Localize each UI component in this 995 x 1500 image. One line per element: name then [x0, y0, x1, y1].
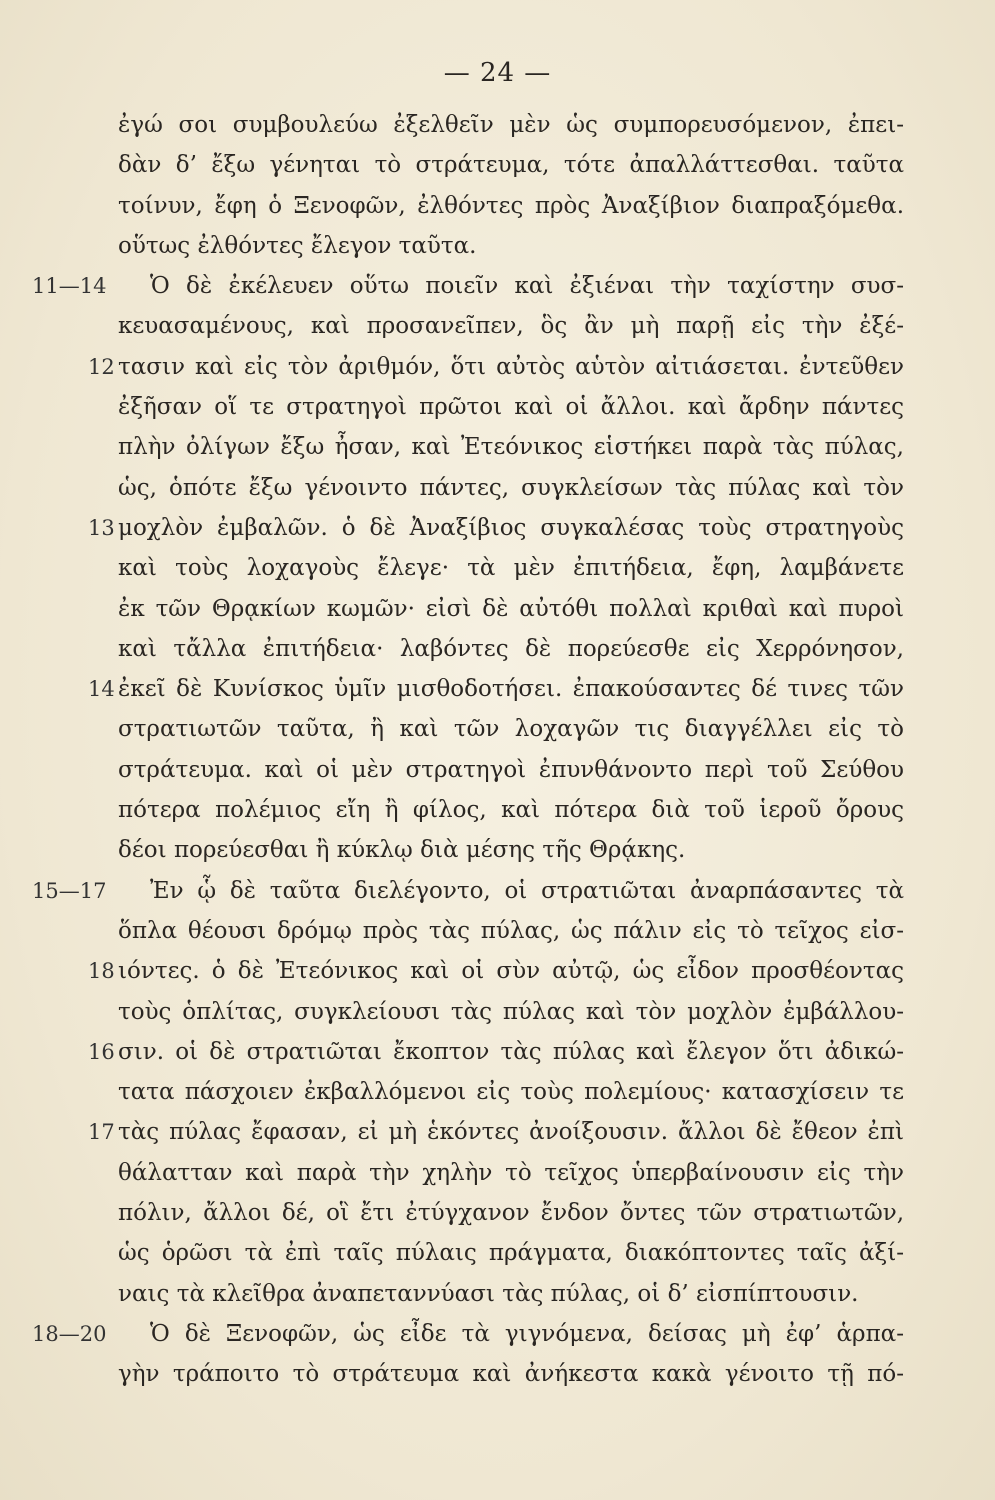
text-line — [118, 790, 904, 830]
line-text: ἐκ τῶν Θρᾳκίων κωμῶν· εἰσὶ δὲ αὐτόθι πολλαὶ κριθαὶ καὶ πυροὶ — [118, 595, 904, 622]
line-text: ἐξῆσαν οἵ τε στρατηγοὶ πρῶτοι καὶ οἱ ἄλλοι. καὶ ἄρδην πάντες — [118, 394, 904, 421]
line-text: καὶ τἄλλα ἐπιτήδεια· λαβόντες δὲ πορεύεσθε εἰς Χερρόνησον, — [118, 635, 904, 662]
line-text: ὡς, ὁπότε ἔξω γένοιντο πάντες, συγκλείσων τὰς πύλας καὶ τὸν — [118, 474, 904, 501]
line-text: ὡς ὁρῶσι τὰ ἐπὶ ταῖς πύλαις πράγματα, διακόπτοντες ταῖς ἀξί- — [118, 1240, 904, 1267]
line-text: Ἐν ᾧ δὲ ταῦτα διελέγοντο, οἱ στρατιῶται ἀναρπάσαντες τὰ — [150, 877, 904, 904]
text-line — [118, 750, 904, 790]
line-text: Ὁ δὲ Ξενοφῶν, ὡς εἶδε τὰ γιγνόμενα, δείσας μὴ ἐφ’ ἁρπα- — [150, 1320, 904, 1347]
text-line — [118, 1354, 904, 1394]
line-text: τασιν καὶ εἰς τὸν ἀριθμόν, ὅτι αὐτὸς αὑτὸν αἰτιάσεται. ἐντεῦθεν — [118, 353, 904, 380]
line-text: κευασαμένους, καὶ προσανεῖπεν, ὃς ἂν μὴ παρῇ εἰς τὴν ἐξέ- — [118, 313, 904, 340]
text-line — [118, 548, 904, 588]
text-line — [118, 306, 904, 346]
text-line — [118, 226, 904, 266]
line-text: ὅπλα θέουσι δρόμῳ πρὸς τὰς πύλας, ὡς πάλιν εἰς τὸ τεῖχος εἰσ- — [118, 917, 904, 944]
section-number: 15—17 — [32, 878, 107, 903]
text-line — [118, 145, 904, 185]
paragraph-number: 12 — [88, 354, 115, 379]
page-number: — 24 — — [443, 58, 552, 88]
line-text: μοχλὸν ἐμβαλῶν. ὁ δὲ Ἀναξίβιος συγκαλέσας τοὺς στρατηγοὺς — [118, 514, 904, 541]
text-line — [118, 1072, 904, 1112]
text-line — [88, 347, 904, 387]
line-text: γὴν τράποιτο τὸ στράτευμα καὶ ἀνήκεστα κακὰ γένοιτο τῇ πό- — [118, 1361, 904, 1388]
text-line — [118, 1193, 904, 1233]
paragraph-number: 13 — [88, 515, 115, 540]
line-text: δὰν δ’ ἔξω γένηται τὸ στράτευμα, τότε ἀπαλλάττεσθαι. ταῦτα — [118, 152, 904, 179]
paragraph-number: 17 — [88, 1120, 115, 1145]
line-text: Ὁ δὲ ἐκέλευεν οὕτω ποιεῖν καὶ ἐξιέναι τὴν ταχίστην συσ- — [150, 273, 904, 300]
line-text: τοὺς ὁπλίτας, συγκλείουσι τὰς πύλας καὶ τὸν μοχλὸν ἐμβάλλου- — [118, 998, 904, 1025]
text-line — [32, 1314, 904, 1354]
line-text: ἐκεῖ δὲ Κυνίσκος ὑμῖν μισθοδοτήσει. ἐπακούσαντες δέ τινες τῶν — [118, 676, 904, 703]
paragraph-number: 16 — [88, 1039, 115, 1064]
text-line — [118, 427, 904, 467]
text-line — [118, 186, 904, 226]
text-line — [32, 871, 904, 911]
section-number: 18—20 — [32, 1321, 107, 1346]
text-line — [118, 387, 904, 427]
text-line — [88, 1112, 904, 1152]
text-line — [118, 1274, 904, 1314]
text-line — [88, 951, 904, 991]
line-text: δέοι πορεύεσθαι ἢ κύκλῳ διὰ μέσης τῆς Θρᾴκης. — [118, 837, 686, 864]
paragraph-number: 14 — [88, 677, 115, 702]
text-line — [88, 1032, 904, 1072]
text-line — [118, 105, 904, 145]
line-text: πλὴν ὀλίγων ἔξω ἦσαν, καὶ Ἐτεόνικος εἱστήκει παρὰ τὰς πύλας, — [118, 434, 904, 461]
text-line — [32, 266, 904, 306]
line-text: ἐγώ σοι συμβουλεύω ἐξελθεῖν μὲν ὡς συμπορευσόμενον, ἐπει- — [118, 112, 904, 138]
line-text: στράτευμα. καὶ οἱ μὲν στρατηγοὶ ἐπυνθάνοντο περὶ τοῦ Σεύθου — [118, 756, 904, 783]
text-line — [88, 508, 904, 548]
text-line — [118, 992, 904, 1032]
line-text: σιν. οἱ δὲ στρατιῶται ἔκοπτον τὰς πύλας καὶ ἔλεγον ὅτι ἀδικώ- — [118, 1038, 904, 1065]
text-line — [118, 911, 904, 951]
line-text: οὕτως ἐλθόντες ἔλεγον ταῦτα. — [118, 232, 477, 259]
line-text: στρατιωτῶν ταῦτα, ἢ καὶ τῶν λοχαγῶν τις διαγγέλλει εἰς τὸ — [118, 716, 904, 743]
text-line — [118, 629, 904, 669]
text-line — [118, 468, 904, 508]
line-text: τατα πάσχοιεν ἐκβαλλόμενοι εἰς τοὺς πολεμίους· κατασχίσειν τε — [118, 1079, 904, 1106]
line-text: πόλιν, ἄλλοι δέ, οἳ ἔτι ἐτύγχανον ἔνδον ὄντες τῶν στρατιωτῶν, — [118, 1200, 904, 1227]
line-text: τὰς πύλας ἔφασαν, εἰ μὴ ἑκόντες ἀνοίξουσιν. ἄλλοι δὲ ἔθεον ἐπὶ — [118, 1119, 904, 1146]
text-line — [118, 589, 904, 629]
line-text: ιόντες. ὁ δὲ Ἐτεόνικος καὶ οἱ σὺν αὐτῷ, ὡς εἶδον προσθέοντας — [118, 958, 904, 985]
line-text: τοίνυν, ἔφη ὁ Ξενοφῶν, ἐλθόντες πρὸς Ἀναξίβιον διαπραξόμεθα. — [118, 192, 904, 219]
line-text: θάλατταν καὶ παρὰ τὴν χηλὴν τὸ τεῖχος ὑπερβαίνουσιν εἰς τὴν — [118, 1159, 904, 1186]
paragraph-number: 18 — [88, 959, 115, 984]
text-line — [118, 1233, 904, 1273]
line-text: πότερα πολέμιος εἴη ἢ φίλος, καὶ πότερα διὰ τοῦ ἱεροῦ ὄρους — [118, 797, 904, 824]
line-text: ναις τὰ κλεῖθρα ἀναπεταννύασι τὰς πύλας, οἱ δ’ εἰσπίπτουσιν. — [118, 1280, 859, 1307]
greek-text-body — [32, 105, 904, 1395]
text-line — [118, 830, 904, 870]
section-number: 11—14 — [32, 274, 107, 299]
text-line — [118, 1153, 904, 1193]
text-line — [88, 669, 904, 709]
line-text: καὶ τοὺς λοχαγοὺς ἔλεγε· τὰ μὲν ἐπιτήδεια, ἔφη, λαμβάνετε — [118, 555, 904, 582]
text-line — [118, 709, 904, 749]
